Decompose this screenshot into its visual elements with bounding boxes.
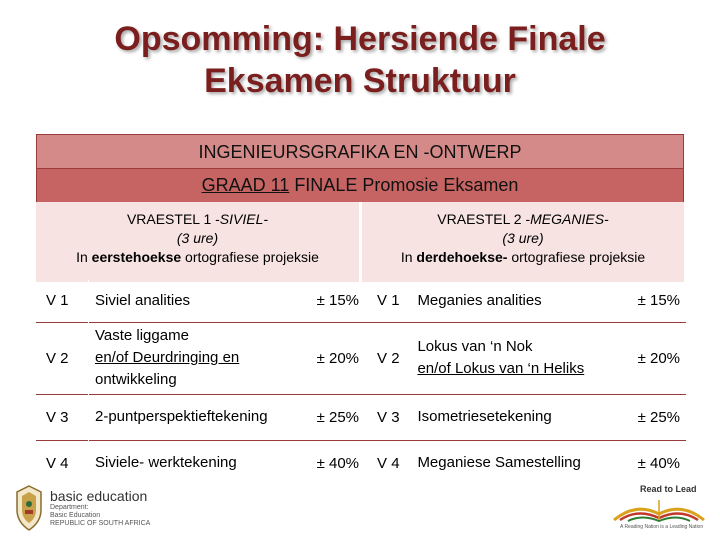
logo-sub-text-1: Department: [50, 504, 89, 511]
paper-2-header [362, 202, 684, 282]
paper-2-topic: Meganies analities [417, 291, 542, 309]
read-to-lead-logo [600, 478, 718, 538]
paper-1-weight: ± 15% [316, 292, 360, 310]
logo-sub-text-2: Basic Education [50, 512, 101, 519]
basic-education-logo [8, 482, 168, 536]
paper-1-topic: Siviele- werktekening [88, 440, 302, 486]
paper-1-weight: ± 40% [302, 440, 365, 486]
coat-of-arms-icon [14, 484, 44, 532]
paper-1-question-number: V 4 [36, 440, 88, 486]
paper-1-header [36, 202, 360, 282]
paper-1-topic: 2-puntperspektieftekening [88, 394, 302, 440]
title-line-1: Opsomming: Hersiende Finale [114, 20, 606, 58]
paper-2-topic: Isometriesetekening [411, 394, 625, 440]
table-row [36, 322, 686, 394]
paper-2-hours: (3 ure) [502, 230, 544, 246]
paper-1-weight: ± 20% [302, 322, 365, 394]
table-row [36, 280, 686, 322]
paper-2-weight: ± 25% [625, 394, 686, 440]
paper-2-weight: ± 15% [637, 292, 680, 310]
paper-2-weight: ± 40% [625, 440, 686, 486]
table-row [36, 394, 686, 440]
paper-1-weight: ± 25% [302, 394, 365, 440]
title-line-2: Eksamen Struktuur [204, 62, 516, 100]
read-to-lead-tagline: A Reading Nation is a Leading Nation [620, 524, 704, 530]
grade-line [37, 169, 683, 202]
paper-1-topic: Siviel analities [88, 280, 302, 322]
paper-1-topic: Vaste liggame en/of Deurdringing en ontwikkeling [88, 322, 302, 394]
paper-2-topic: Lokus van ‘n Nok en/of Lokus van ‘n Heliks [411, 322, 625, 394]
paper-1-question-number: V 3 [36, 394, 88, 440]
logo-main-text: basic education [50, 488, 148, 504]
paper-1-hours: (3 ure) [176, 230, 219, 246]
logo-sub-text-3: REPUBLIC OF SOUTH AFRICA [50, 520, 151, 527]
paper-1-question-number: V 1 [46, 292, 69, 310]
paper-2-name: VRAESTEL 2 -MEGANIES- [437, 211, 609, 227]
paper-2-question-number: V 2 [365, 322, 411, 394]
paper-2-projection: In derdehoekse- ortografiese projeksie [400, 249, 646, 265]
paper-2-topic: Meganiese Samestelling [411, 440, 625, 486]
subject-name: INGENIEURSGRAFIKA EN -ONTWERP [37, 135, 683, 169]
paper-2-question-number: V 1 [377, 292, 400, 310]
paper-1-question-number: V 2 [36, 322, 88, 394]
read-to-lead-title: Read to Lead [640, 484, 697, 494]
grade-label: GRAAD 11 [201, 175, 290, 195]
subject-banner [36, 134, 684, 202]
question-table [36, 280, 686, 486]
paper-2-question-number: V 4 [365, 440, 411, 486]
paper-1-projection: In eerstehoekse ortografiese projeksie [76, 249, 319, 265]
exam-label: FINALE Promosie Eksamen [289, 175, 519, 195]
open-book-icon [606, 496, 712, 524]
table-row [36, 440, 686, 486]
paper-2-weight: ± 20% [625, 322, 686, 394]
page-title [20, 18, 700, 102]
paper-2-question-number: V 3 [365, 394, 411, 440]
paper-1-name: VRAESTEL 1 -SIVIEL- [126, 211, 269, 227]
